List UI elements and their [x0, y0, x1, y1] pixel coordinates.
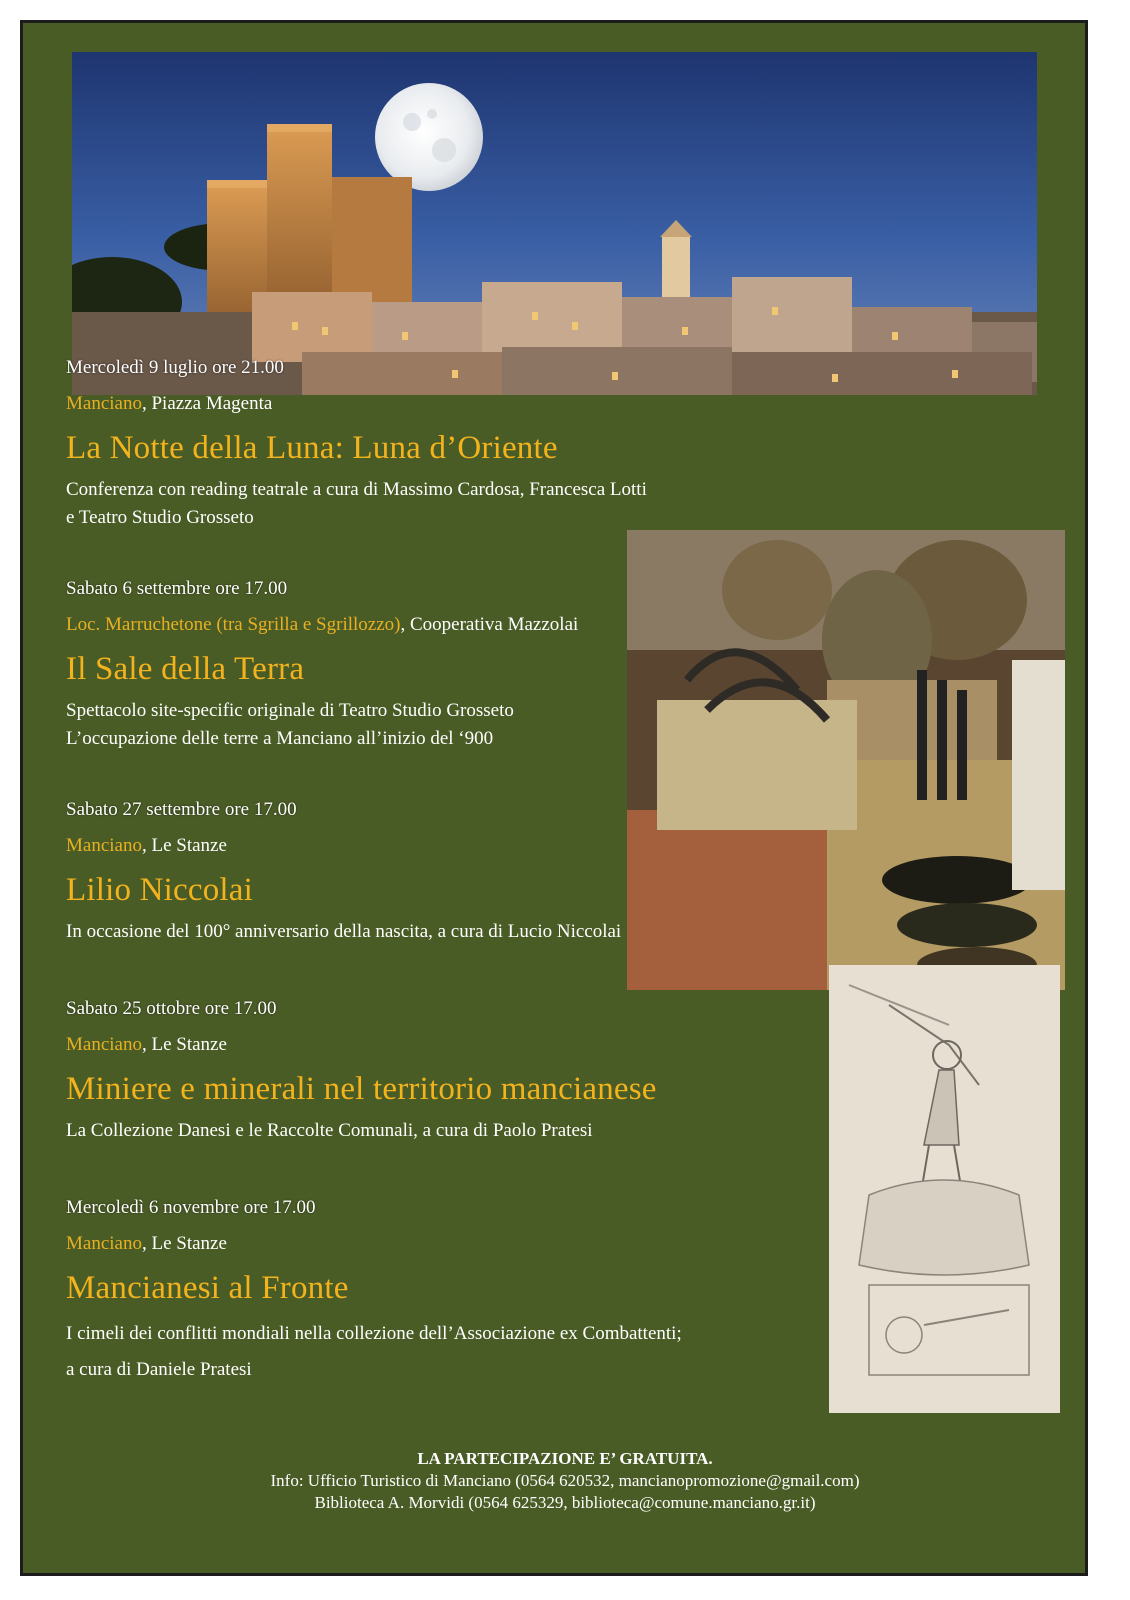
- event-description: [66, 1316, 826, 1388]
- event-date: Sabato 27 settembre ore 17.00: [66, 799, 297, 820]
- event-description-line: In occasione del 100° anniversario della nascita, a cura di Lucio Niccolai: [66, 921, 622, 942]
- library-contact: Biblioteca A. Morvidi (0564 625329, biblioteca@comune.manciano.gr.it): [314, 1493, 816, 1512]
- event-title: La Notte della Luna: Luna d’Oriente: [66, 430, 558, 466]
- event-description: [66, 918, 826, 946]
- event-place: , Le Stanze: [141, 1233, 227, 1254]
- event-title: Miniere e minerali nel territorio mancianese: [66, 1071, 657, 1107]
- footer-info: [0, 1448, 1130, 1514]
- event-1: [66, 356, 826, 532]
- event-place: , Cooperativa Mazzolai: [400, 614, 579, 635]
- event-location: [66, 613, 826, 637]
- event-location: [66, 1033, 826, 1057]
- event-description-line: I cimeli dei conflitti mondiali nella collezione dell’Associazione ex Combattenti;: [66, 1323, 682, 1344]
- event-town: Manciano: [66, 393, 142, 414]
- event-title: Lilio Niccolai: [66, 872, 253, 908]
- event-description-line: Conferenza con reading teatrale a cura di Massimo Cardosa, Francesca Lotti: [66, 479, 647, 500]
- event-description-line: e Teatro Studio Grosseto: [66, 507, 254, 528]
- event-date: Sabato 6 settembre ore 17.00: [66, 578, 288, 599]
- event-description-line: L’occupazione delle terre a Manciano all’inizio del ‘900: [66, 728, 494, 749]
- event-location: [66, 392, 826, 416]
- event-place: , Le Stanze: [141, 1034, 227, 1055]
- castle-moon-photo: [72, 52, 1037, 395]
- free-admission-notice: LA PARTECIPAZIONE E’ GRATUITA.: [417, 1449, 713, 1468]
- event-place: , Piazza Magenta: [141, 393, 273, 414]
- event-place: , Le Stanze: [141, 835, 227, 856]
- event-2: [66, 577, 826, 753]
- soldier-drawing-photo: [829, 965, 1060, 1413]
- event-title: Il Sale della Terra: [66, 651, 305, 687]
- event-town: Manciano: [66, 1034, 142, 1055]
- event-location: [66, 834, 826, 858]
- event-town: Manciano: [66, 835, 142, 856]
- event-location: [66, 1232, 826, 1256]
- event-town: Manciano: [66, 1233, 142, 1254]
- event-date: Mercoledì 6 novembre ore 17.00: [66, 1197, 316, 1218]
- event-description-line: Spettacolo site-specific originale di Teatro Studio Grosseto: [66, 700, 514, 721]
- event-description: [66, 1117, 826, 1145]
- event-town: Loc. Marruchetone (tra Sgrilla e Sgrillozzo): [66, 614, 401, 635]
- event-description-line: La Collezione Danesi e le Raccolte Comunali, a cura di Paolo Pratesi: [66, 1120, 593, 1141]
- event-title: Mancianesi al Fronte: [66, 1270, 349, 1306]
- event-date: Sabato 25 ottobre ore 17.00: [66, 998, 277, 1019]
- event-description: [66, 476, 826, 532]
- event-3: [66, 798, 826, 946]
- event-description-line: a cura di Daniele Pratesi: [66, 1359, 252, 1380]
- event-4: [66, 997, 826, 1145]
- event-date: Mercoledì 9 luglio ore 21.00: [66, 357, 284, 378]
- event-5: [66, 1196, 826, 1388]
- tourist-office-contact: Info: Ufficio Turistico di Manciano (0564 620532, mancianopromozione@gmail.com): [270, 1471, 860, 1490]
- event-description: [66, 697, 826, 753]
